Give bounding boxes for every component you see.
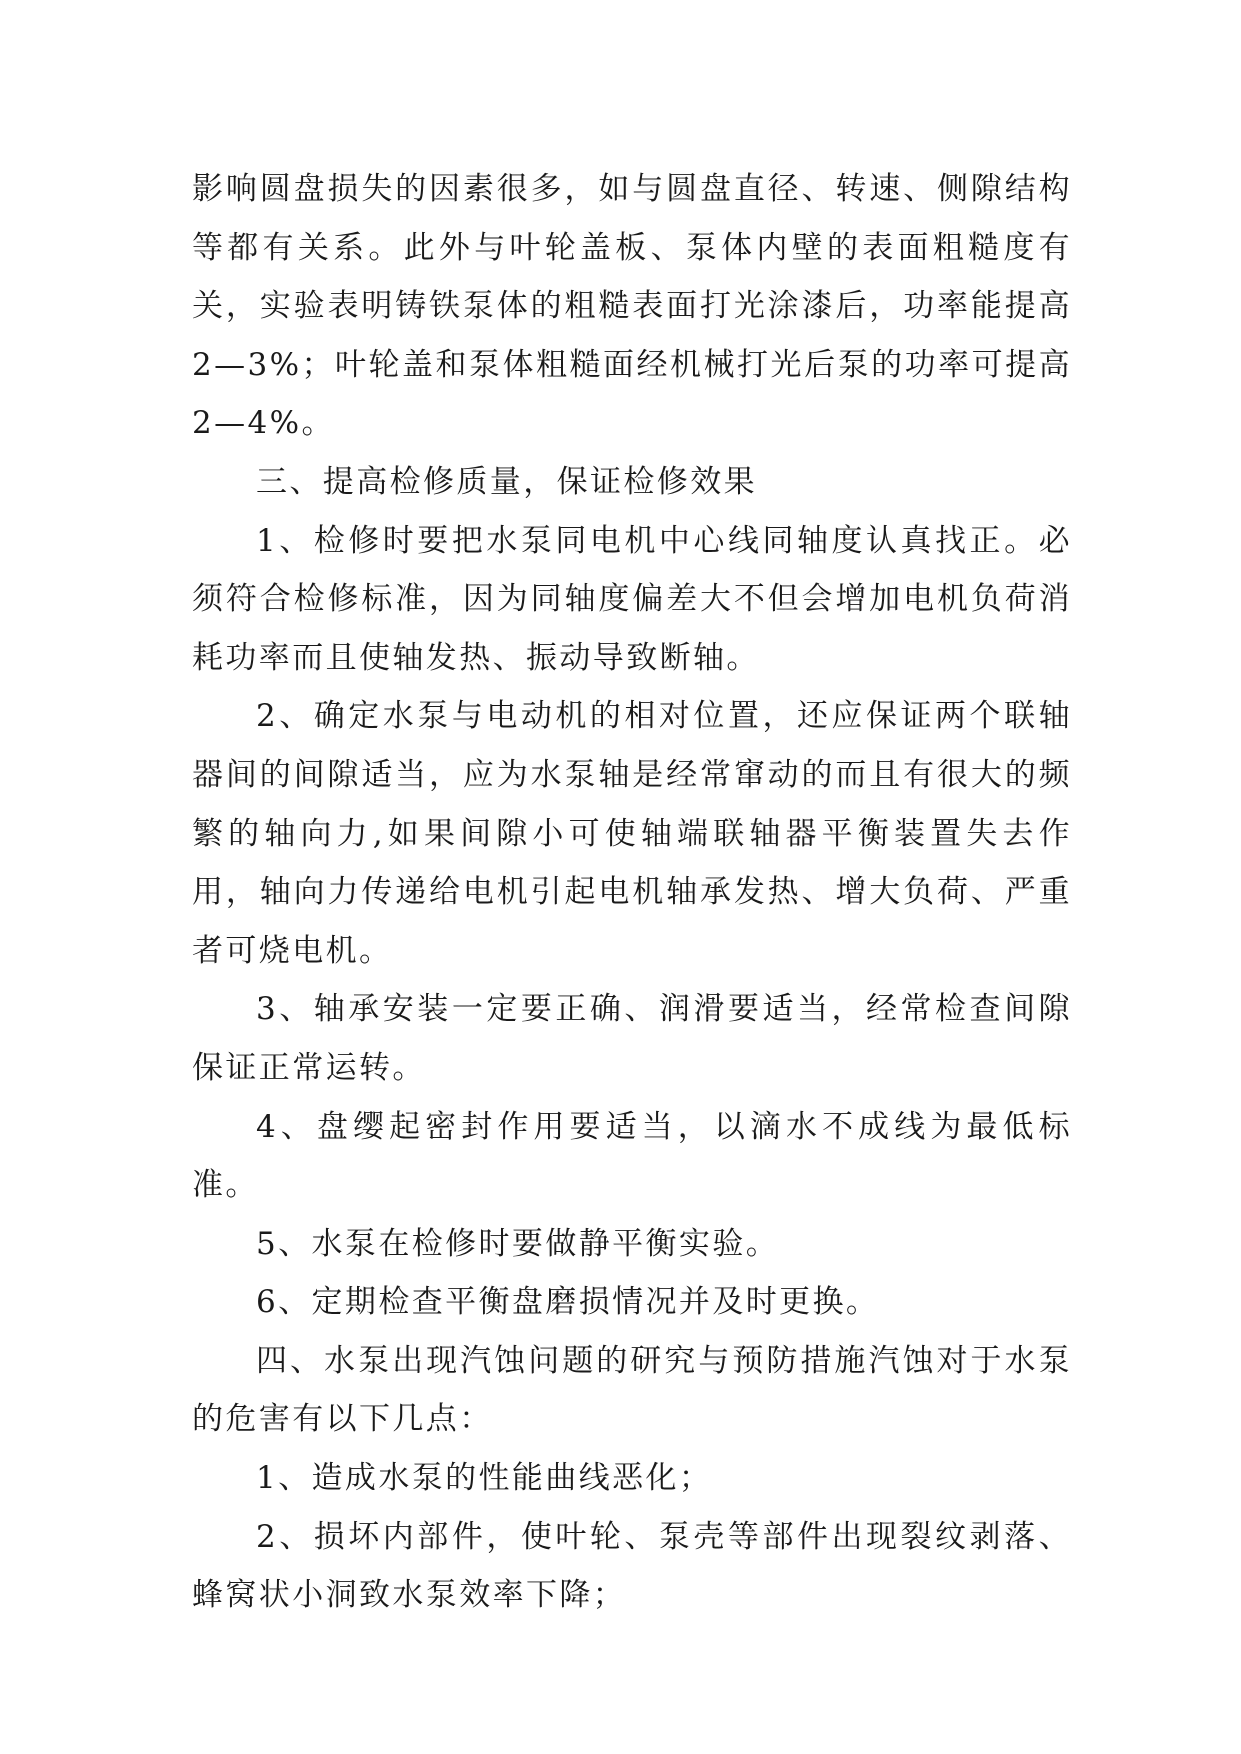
list-item-3-bearing: 3、轴承安装一定要正确、润滑要适当，经常检查间隙保证正常运转。 — [192, 991, 1072, 1086]
cavitation-item-1: 1、造成水泵的性能曲线恶化； — [256, 1460, 713, 1497]
document-body — [192, 160, 1072, 1625]
heading-section-three: 三、提高检修质量，保证检修效果 — [256, 463, 757, 500]
list-item-2-coupling-gap: 2、确定水泵与电动机的相对位置，还应保证两个联轴器间的间隙适当，应为水泵轴是经常窜动的而且有很大的频繁的轴向力,如果间隙小可使轴端联轴器平衡装置失去作用，轴向力传递给电机引起电机轴承发热、增大负荷、严重者可烧电机。 — [192, 698, 1072, 969]
heading-section-four: 四、水泵出现汽蚀问题的研究与预防措施汽蚀对于水泵的危害有以下几点： — [192, 1342, 1072, 1438]
list-item-6-balance-disc: 6、定期检查平衡盘磨损情况并及时更换。 — [256, 1284, 880, 1321]
cavitation-item-2: 2、损坏内部件，使叶轮、泵壳等部件出现裂纹剥落、蜂窝状小洞致水泵效率下降； — [192, 1518, 1072, 1614]
list-item-4-packing: 4、盘缨起密封作用要适当，以滴水不成线为最低标准。 — [192, 1108, 1072, 1204]
list-item-1-alignment: 1、检修时要把水泵同电机中心线同轴度认真找正。必须符合检修标准，因为同轴度偏差大不但会增加电机负荷消耗功率而且使轴发热、振动导致断轴。 — [192, 522, 1072, 676]
paragraph-disc-loss: 影响圆盘损失的因素很多，如与圆盘直径、转速、侧隙结构等都有关系。此外与叶轮盖板、泵体内壁的表面粗糙度有关，实验表明铸铁泵体的粗糙表面打光涂漆后，功率能提高2—3%；叶轮盖和泵体粗糙面经机械打光后泵的功率可提高2—4%。 — [192, 171, 1072, 442]
list-item-5-balance-test: 5、水泵在检修时要做静平衡实验。 — [256, 1225, 780, 1262]
